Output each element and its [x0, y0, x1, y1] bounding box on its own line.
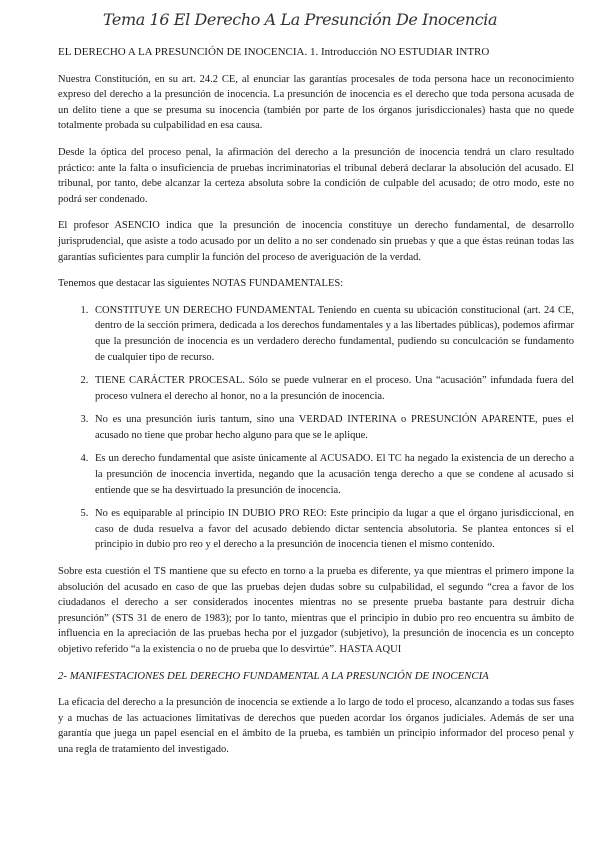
notes-intro: Tenemos que destacar las siguientes NOTAS FUNDAMENTALES: [58, 278, 344, 290]
list-item: 2. TIENE CARÁCTER PROCESAL. Sólo se puede vulnerar en el proceso. Una “acusación” infundada fuera del proceso vulnera el derecho al honor, no a la presunción de inocencia. [91, 373, 574, 404]
notes-list [58, 303, 574, 553]
list-item: 1. CONSTITUYE UN DERECHO FUNDAMENTAL Teniendo en cuenta su ubicación constitucional (art. 24 CE, dentro de la sección primera, dedicada a los derechos fundamentales y a las libertades públicas), podemos afirmar que la presunción de inocencia es un verdadero derecho fundamental, pudiendo su conculcación se fundamento de cualquier tipo de recurso. [91, 303, 574, 365]
section-2-paragraph: La eficacia del derecho a la presunción de inocencia se extiende a lo largo de todo el proceso, alcanzando a todas sus fases y a muchas de las actuaciones limitativas de derechos que pueden acordar los órganos judiciales. Además de ser una garantía que juega un papel esencial en el ámbito de la prueba, es también un principio informador del proceso penal y una regla de tratamiento del investigado. [58, 697, 574, 755]
paragraph: Nuestra Constitución, en su art. 24.2 CE, al enunciar las garantías procesales de toda persona hace un reconocimiento expreso del derecho a la presunción de inocencia. La presunción de inocencia es el derecho que toda persona acusada de un delito tiene a que se presuma su inocencia (también por parte de los órganos jurisdiccionales) hasta que no quede totalmente probada su culpabilidad en esa causa. [58, 73, 574, 132]
paragraph: El profesor ASENCIO indica que la presunción de inocencia constituye un derecho fundamental, de desarrollo jurisprudencial, que asiste a todo acusado por un delito a no ser condenado sin pruebas y que a que éstas reúnan todas las garantías suficientes para cumplir la función del proceso de averiguación de la verdad. [58, 220, 574, 263]
section-2-heading: 2- MANIFESTACIONES DEL DERECHO FUNDAMENTAL A LA PRESUNCIÓN DE INOCENCIA [58, 669, 489, 682]
paragraph: Desde la óptica del proceso penal, la afirmación del derecho a la presunción de inocencia tendrá un claro resultado práctico: ante la falta o insuficiencia de pruebas incriminatorias el tribunal deberá declarar la absolución del acusado. El tribunal, por tanto, debe alcanzar la certeza absoluta sobre la condición de culpable del acusado; de otro modo, este no podrá ser condenado. [58, 146, 574, 205]
list-item: 4. Es un derecho fundamental que asiste únicamente al ACUSADO. El TC ha negado la existencia de un derecho a la presunción de inocencia invertida, negando que la acusación tenga derecho a que se condene al acusado si entiende que se ha desvirtuado la presunción de inocencia. [91, 451, 574, 498]
paragraph-after-notes: Sobre esta cuestión el TS mantiene que su efecto en torno a la prueba es diferente, ya que mientras el primero impone la absolución del acusado en caso de que las pruebas dejen dudas sobre su culpabilidad, el segundo “crea a favor de los ciudadanos el derecho a ser considerados inocentes mientras no se presente prueba bastante para destruir dicha presunción” (STS 31 de enero de 1983); por lo tanto, mientras que el principio in dubio pro reo encuentra su ámbito de influencia en la apreciación de las pruebas hecha por el juzgador (subjetivo), la presunción de inocencia es un concepto objetivo referido “a la existencia o no de prueba que lo desvirtúe”. HASTA AQUI [58, 566, 574, 655]
document-body [58, 45, 574, 769]
list-item: 5. No es equiparable al principio IN DUBIO PRO REO: Este principio da lugar a que el órgano jurisdiccional, en caso de duda resuelva a favor del acusado debiendo dictar sentencia absolutoria. Se plantea entonces si el principio in dubio pro reo y el derecho a la presunción de inocencia tienen el mismo contenido. [91, 506, 574, 553]
list-item: 3. No es una presunción iuris tantum, sino una VERDAD INTERINA o PRESUNCIÓN APARENTE, pues el acusado no tiene que probar hecho alguno para que se le aplique. [91, 412, 574, 443]
page-title: Tema 16 El Derecho A La Presunción De Inocencia [102, 10, 498, 29]
intro-heading: EL DERECHO A LA PRESUNCIÓN DE INOCENCIA. 1. Introducción NO ESTUDIAR INTRO [58, 46, 490, 58]
